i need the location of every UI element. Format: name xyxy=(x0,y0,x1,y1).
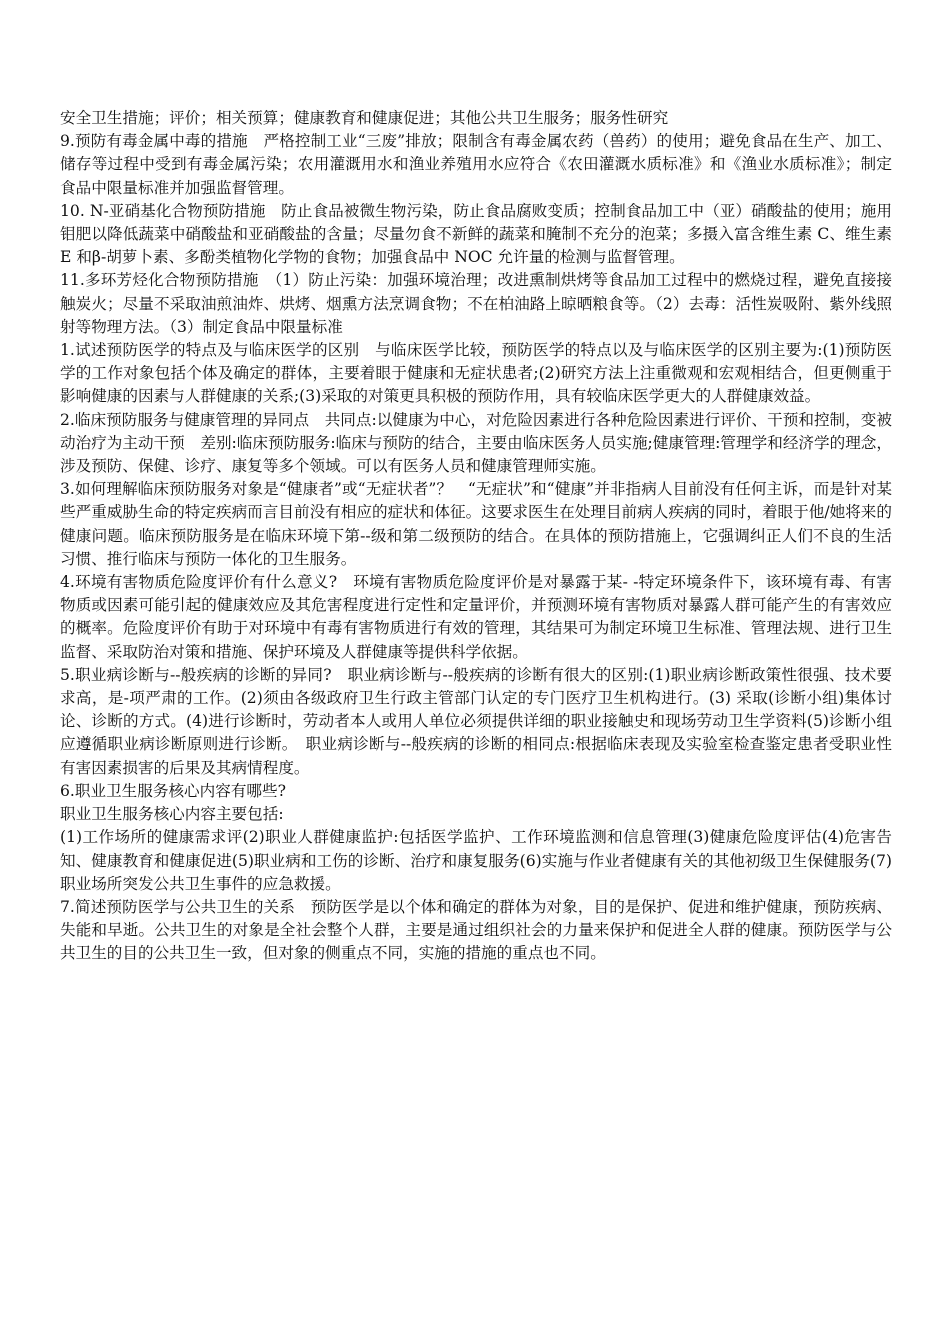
paragraph-risk-assessment: 4.环境有害物质危险度评价有什么意义? 环境有害物质危险度评价是对暴露于某- -特定环境条件下，该环境有毒、有害物质或因素可能引起的健康效应及其危害程度进行定性和定量评价，并预测环境有害物质对暴露人群可能产生的有害效应的概率。危险度评价有助于对环境中有毒有害物质进行有效的管理，其结果可为制定环境卫生标准、管理法规、进行卫生监督、采取防治对策和措施、保护环境及人群健康等提供科学依据。 xyxy=(60,573,892,661)
paragraph-clinical-prevention-vs-health-management: 2.临床预防服务与健康管理的异同点 共同点:以健康为中心，对危险因素进行各种危险因素进行评价、干预和控制，变被动治疗为主动干预 差别:临床预防服务:临床与预防的结合，主要由临床医务人员实施;健康管理:管理学和经济学的理念，涉及预防、保健、诊疗、康复等多个领域。可以有医务人员和健康管理师实施。 xyxy=(60,410,892,476)
paragraph-preventive-vs-public-health: 7.简述预防医学与公共卫生的关系 预防医学是以个体和确定的群体为对象，目的是保护、促进和维护健康，预防疾病、失能和早逝。公共卫生的对象是全社会整个人群，主要是通过组织社会的力量来保护和促进全人群的健康。预防医学与公共卫生的目的公共卫生一致，但对象的侧重点不同，实施的措施的重点也不同。 xyxy=(60,897,892,963)
paragraph-preventive-vs-clinical: 1.试述预防医学的特点及与临床医学的区别 与临床医学比较，预防医学的特点以及与临床医学的区别主要为:(1)预防医学的工作对象包括个体及确定的群体，主要着眼于健康和无症状患者;(2)研究方法上注重微观和宏观相结合，但更侧重于影响健康的因素与人群健康的关系;(3)采取的对策更具积极的预防作用，具有较临床医学更大的人群健康效益。 xyxy=(60,341,892,406)
paragraph-occupational-diagnosis: 5.职业病诊断与--般疾病的诊断的异同? 职业病诊断与--般疾病的诊断有很大的区别:(1)职业病诊断政策性很强、技术要求高，是-项严肃的工作。(2)须由各级政府卫生行政主管部门认定的专门医疗卫生机构进行。(3) 采取(诊断小组)集体讨论、诊断的方式。(4)进行诊断时，劳动者本人或用人单位必须提供详细的职业接触史和现场劳动卫生学资料(5)诊断小组应遵循职业病诊断原则进行诊断。 职业病诊断与--般疾病的诊断的相同点:根据临床表现及实验室检查鉴定患者受职业性有害因素损害的后果及其病情程度。 xyxy=(60,665,892,777)
paragraph-occupational-service-question: 6.职业卫生服务核心内容有哪些? xyxy=(60,781,286,800)
paragraph-occupational-service-intro: 职业卫生服务核心内容主要包括: xyxy=(60,805,284,824)
paragraph-occupational-service-list: (1)工作场所的健康需求评(2)职业人群健康监护:包括医学监护、工作环境监测和信息管理(3)健康危险度评估(4)危害告知、健康教育和健康促进(5)职业病和工伤的诊断、治疗和康复服务(6)实施与作业者健康有关的其他初级卫生保健服务(7)职业场所突发公共卫生事件的应急救援。 xyxy=(60,828,892,893)
paragraph-nitroso-compounds: 10. N-亚硝基化合物预防措施 防止食品被微生物污染，防止食品腐败变质；控制食品加工中（亚）硝酸盐的使用；施用钼肥以降低蔬菜中硝酸盐和亚硝酸盐的含量；尽量勿食不新鲜的蔬菜和腌制不充分的泡菜；多摄入富含维生素 C、维生素 E 和β-胡萝卜素、多酚类植物化学物的食物；加强食品中 NOC 允许量的检测与监督管理。 xyxy=(60,201,892,267)
paragraph-metal-poisoning: 9.预防有毒金属中毒的措施 严格控制工业“三废”排放；限制含有毒金属农药（兽药）的使用；避免食品在生产、加工、储存等过程中受到有毒金属污染；农用灌溉用水和渔业养殖用水应符合《农田灌溉水质标准》和《渔业水质标准》；制定食品中限量标准并加强监督管理。 xyxy=(60,132,892,197)
document-body xyxy=(60,107,892,966)
paragraph-pah-prevention: 11.多环芳烃化合物预防措施 （1）防止污染：加强环境治理；改进熏制烘烤等食品加工过程中的燃烧过程，避免直接接触炭火；尽量不采取油煎油炸、烘烤、烟熏方法烹调食物；不在柏油路上晾晒粮食等。（2）去毒：活性炭吸附、紫外线照射等物理方法。（3）制定食品中限量标准 xyxy=(60,271,892,336)
paragraph-safety-measures: 安全卫生措施；评价；相关预算；健康教育和健康促进；其他公共卫生服务；服务性研究 xyxy=(60,109,669,127)
paragraph-asymptomatic-targets: 3.如何理解临床预防服务对象是“健康者”或“无症状者”？ “无症状”和“健康”并非指病人目前没有任何主诉，而是针对某些严重威胁生命的特定疾病而言目前没有相应的症状和体征。这要求医生在处理目前病人疾病的同时，着眼于他/她将来的健康问题。临床预防服务是在临床环境下第--级和第二级预防的结合。在具体的预防措施上，它强调纠正人们不良的生活习惯、推行临床与预防一体化的卫生服务。 xyxy=(60,480,892,568)
